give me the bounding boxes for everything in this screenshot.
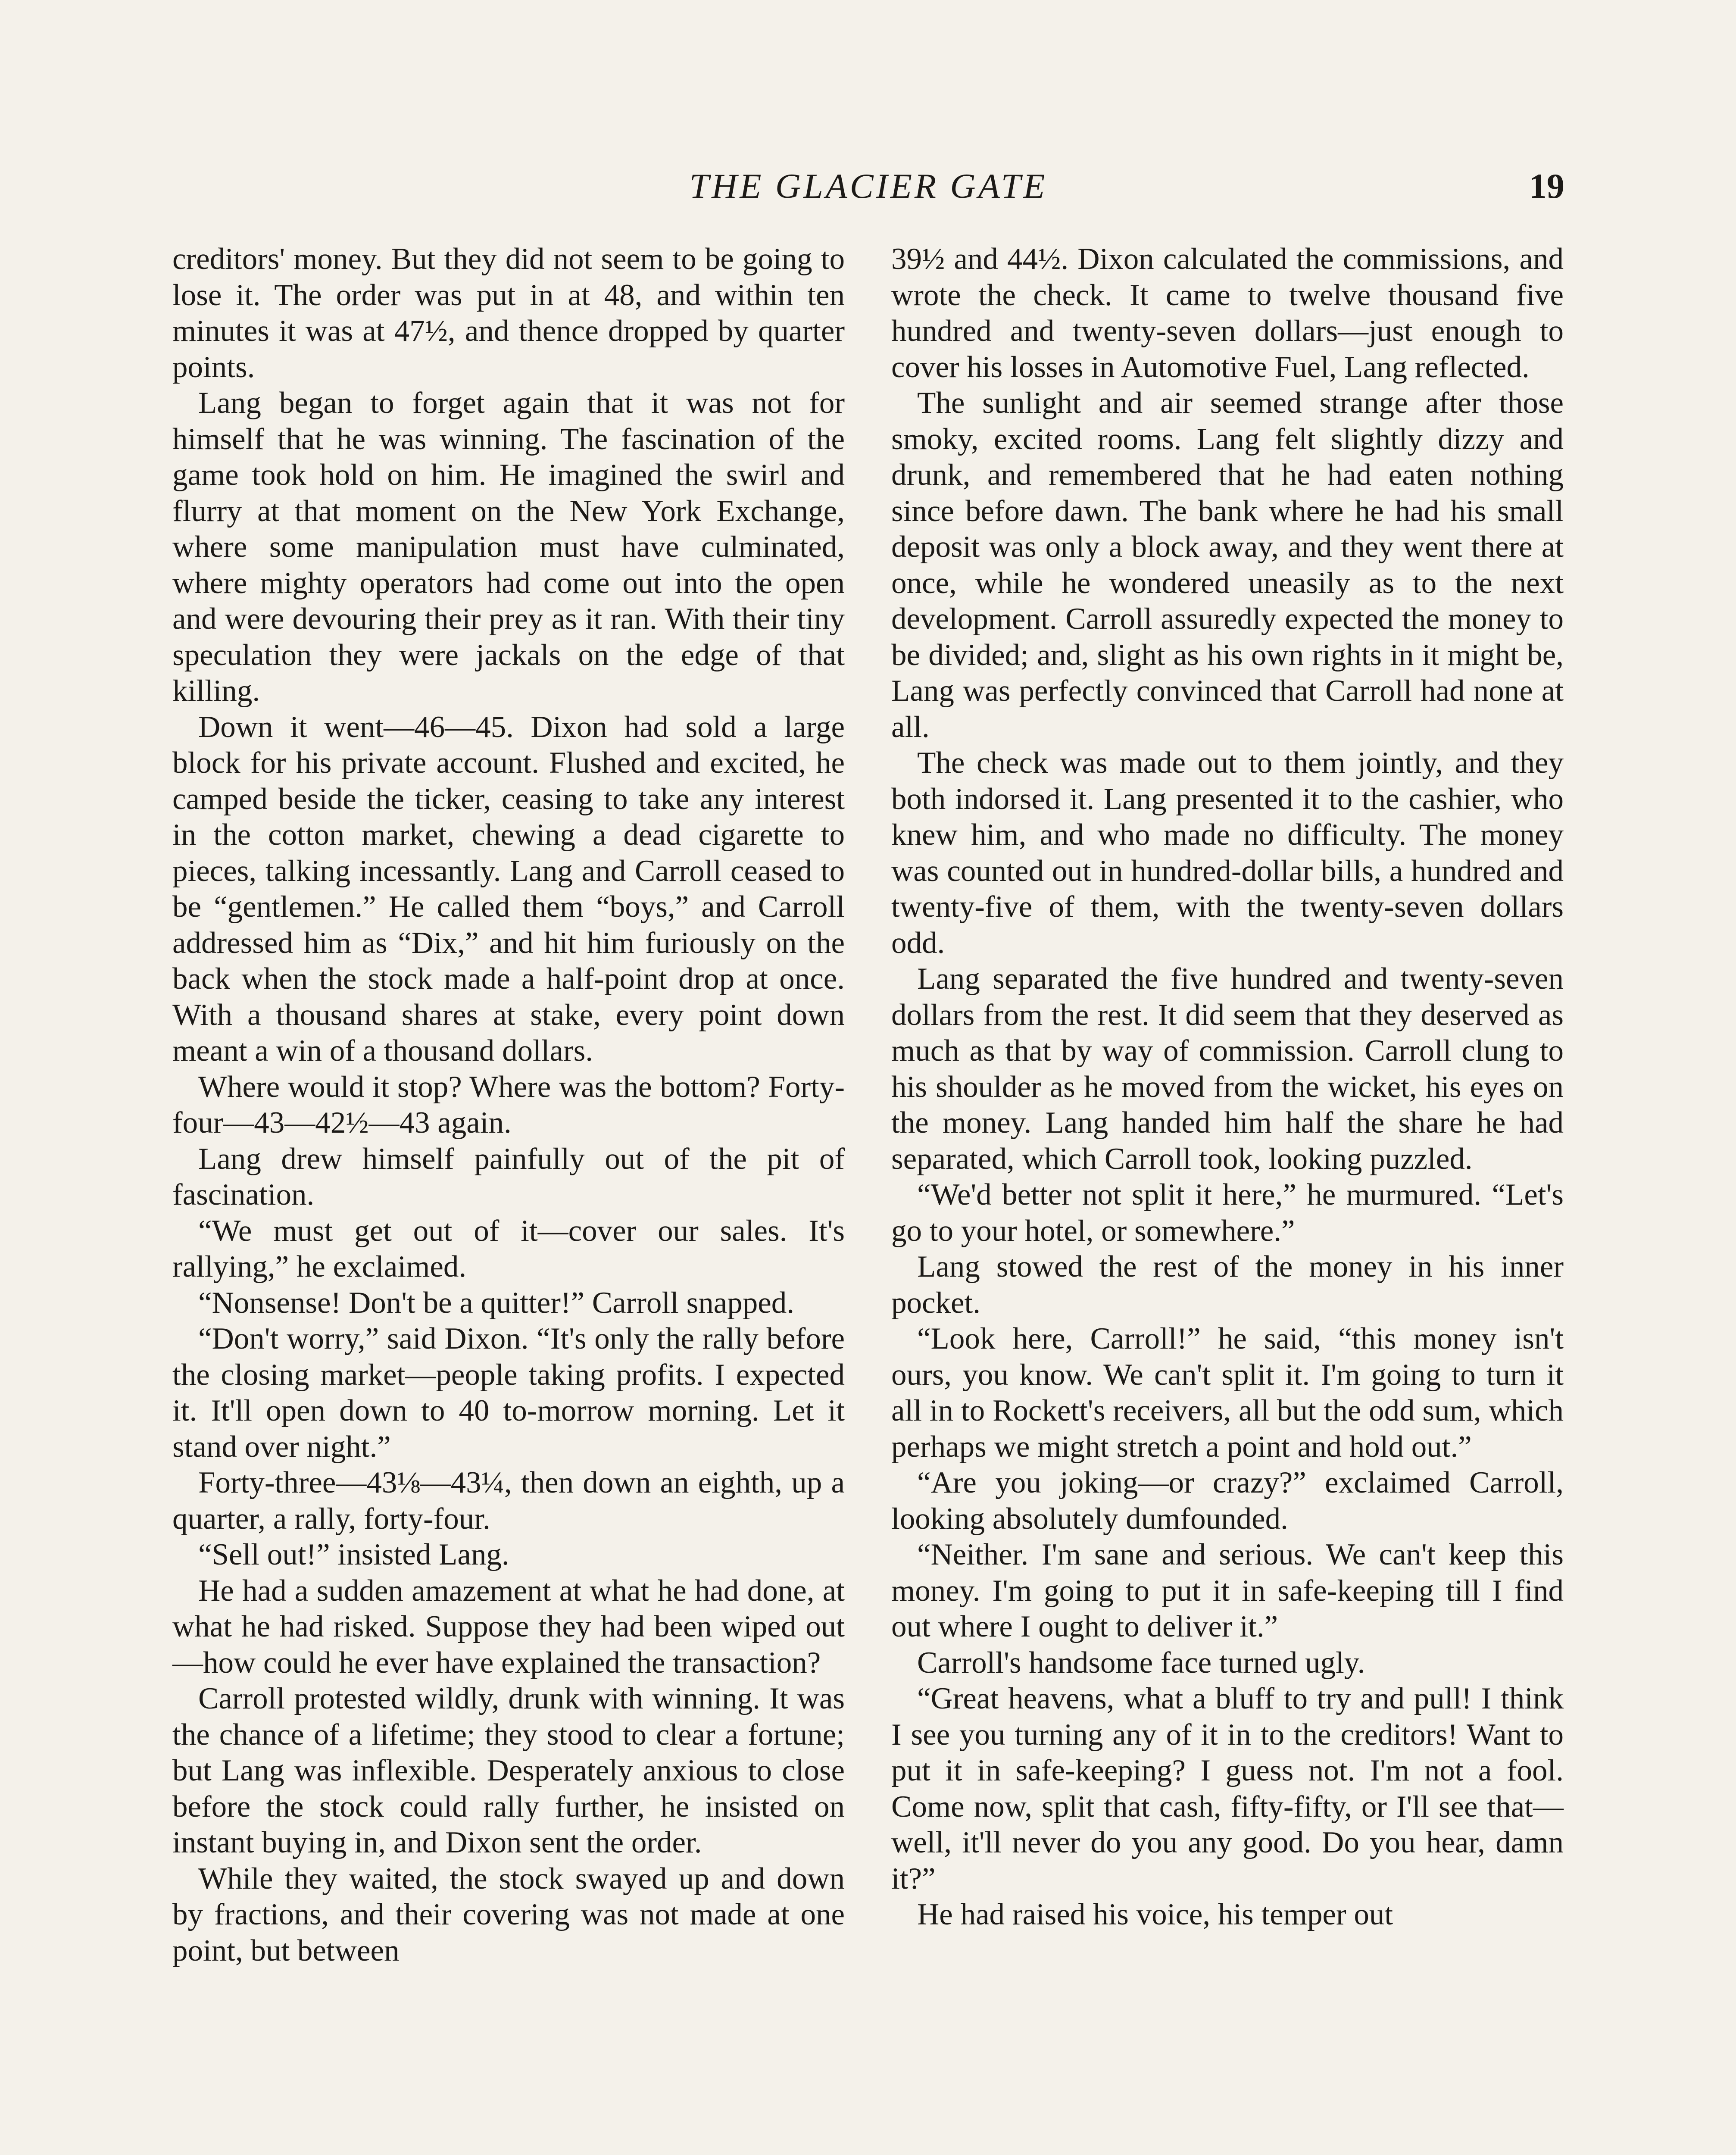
paragraph: The check was made out to them jointly, and they both indorsed it. Lang presented it to the cashier, who knew him, and who made no difficulty. The money was counted out in hundred-dollar bills, a hundred and twenty-five of them, with the twenty-seven dollars odd. xyxy=(891,746,1564,960)
paragraph: Lang separated the five hundred and twenty-seven dollars from the rest. It did seem that they deserved as much as that by way of commission. Carroll clung to his shoulder as he moved from the wicket, his eyes on the money. Lang handed him half the share he had separated, which Carroll took, looking puzzled. xyxy=(891,962,1564,1176)
paragraph: “We'd better not split it here,” he murmured. “Let's go to your hotel, or somewhere.” xyxy=(891,1178,1564,1248)
paragraph: Where would it stop? Where was the bottom? Forty-four—43—42½—43 again. xyxy=(172,1070,845,1140)
paragraph: The sunlight and air seemed strange after those smoky, excited rooms. Lang felt slightly dizzy and drunk, and remembered that he had eaten nothing since before dawn. The bank where he had his small deposit was only a block away, and they went there at once, while he wondered uneasily as to the next development. Carroll assuredly expected the money to be divided; and, slight as his own rights in it might be, Lang was perfectly convinced that Carroll had none at all. xyxy=(891,386,1564,744)
left-column xyxy=(172,241,845,1969)
right-column xyxy=(891,241,1564,1933)
paragraph: Lang stowed the rest of the money in his inner pocket. xyxy=(891,1250,1564,1320)
page-number: 19 xyxy=(1529,166,1564,206)
paragraph: 39½ and 44½. Dixon calculated the commissions, and wrote the check. It came to twelve thousand five hundred and twenty-seven dollars—just enough to cover his losses in Automotive Fuel, Lang reflected. xyxy=(891,242,1564,384)
paragraph: “Look here, Carroll!” he said, “this money isn't ours, you know. We can't split it. I'm going to turn it all in to Rockett's receivers, all but the odd sum, which perhaps we might stretch a point and hold out.” xyxy=(891,1322,1564,1464)
paragraph: He had a sudden amazement at what he had done, at what he had risked. Suppose they had been wiped out—how could he ever have explained the transaction? xyxy=(172,1574,845,1680)
paragraph: While they waited, the stock swayed up and down by fractions, and their covering was not made at one point, but between xyxy=(172,1861,845,1968)
paragraph: Forty-three—43⅛—43¼, then down an eighth, up a quarter, a rally, forty-four. xyxy=(172,1466,845,1536)
paragraph: creditors' money. But they did not seem to be going to lose it. The order was put in at 48, and within ten minutes it was at 47½, and thence dropped by quarter points. xyxy=(172,242,845,384)
paragraph: Down it went—46—45. Dixon had sold a large block for his private account. Flushed and excited, he camped beside the ticker, ceasing to take any interest in the cotton market, chewing a dead cigarette to pieces, talking incessantly. Lang and Carroll ceased to be “gentlemen.” He called them “boys,” and Carroll addressed him as “Dix,” and hit him furiously on the back when the stock made a half-point drop at once. With a thousand shares at stake, every point down meant a win of a thousand dollars. xyxy=(172,710,845,1068)
paragraph: “Are you joking—or crazy?” exclaimed Carroll, looking absolutely dumfounded. xyxy=(891,1466,1564,1536)
page-header xyxy=(172,160,1564,212)
paragraph: Lang began to forget again that it was not for himself that he was winning. The fascination of the game took hold on him. He imagined the swirl and flurry at that moment on the New York Exchange, where some manipulation must have culminated, where mighty operators had come out into the open and were devouring their prey as it ran. With their tiny speculation they were jackals on the edge of that killing. xyxy=(172,386,845,708)
paragraph: Carroll protested wildly, drunk with winning. It was the chance of a lifetime; they stood to clear a fortune; but Lang was inflexible. Desperately anxious to close before the stock could rally further, he insisted on instant buying in, and Dixon sent the order. xyxy=(172,1682,845,1859)
running-title: THE GLACIER GATE xyxy=(689,166,1048,206)
paragraph: “Don't worry,” said Dixon. “It's only the rally before the closing market—people taking profits. I expected it. It'll open down to 40 to-morrow morning. Let it stand over night.” xyxy=(172,1322,845,1464)
paragraph: “We must get out of it—cover our sales. It's rallying,” he exclaimed. xyxy=(172,1214,845,1284)
paragraph: “Neither. I'm sane and serious. We can't keep this money. I'm going to put it in safe-keeping till I find out where I ought to deliver it.” xyxy=(891,1538,1564,1643)
paragraph: “Nonsense! Don't be a quitter!” Carroll snapped. xyxy=(198,1286,795,1320)
paragraph: He had raised his voice, his temper out xyxy=(917,1898,1393,1931)
paragraph: Lang drew himself painfully out of the pit of fascination. xyxy=(172,1142,845,1212)
paragraph: Carroll's handsome face turned ugly. xyxy=(917,1646,1365,1680)
paragraph: “Great heavens, what a bluff to try and pull! I think I see you turning any of it in to the creditors! Want to put it in safe-keeping? I guess not. I'm not a fool. Come now, split that cash, fifty-fifty, or I'll see that—well, it'll never do you any good. Do you hear, damn it?” xyxy=(891,1682,1564,1896)
paragraph: “Sell out!” insisted Lang. xyxy=(198,1538,509,1571)
